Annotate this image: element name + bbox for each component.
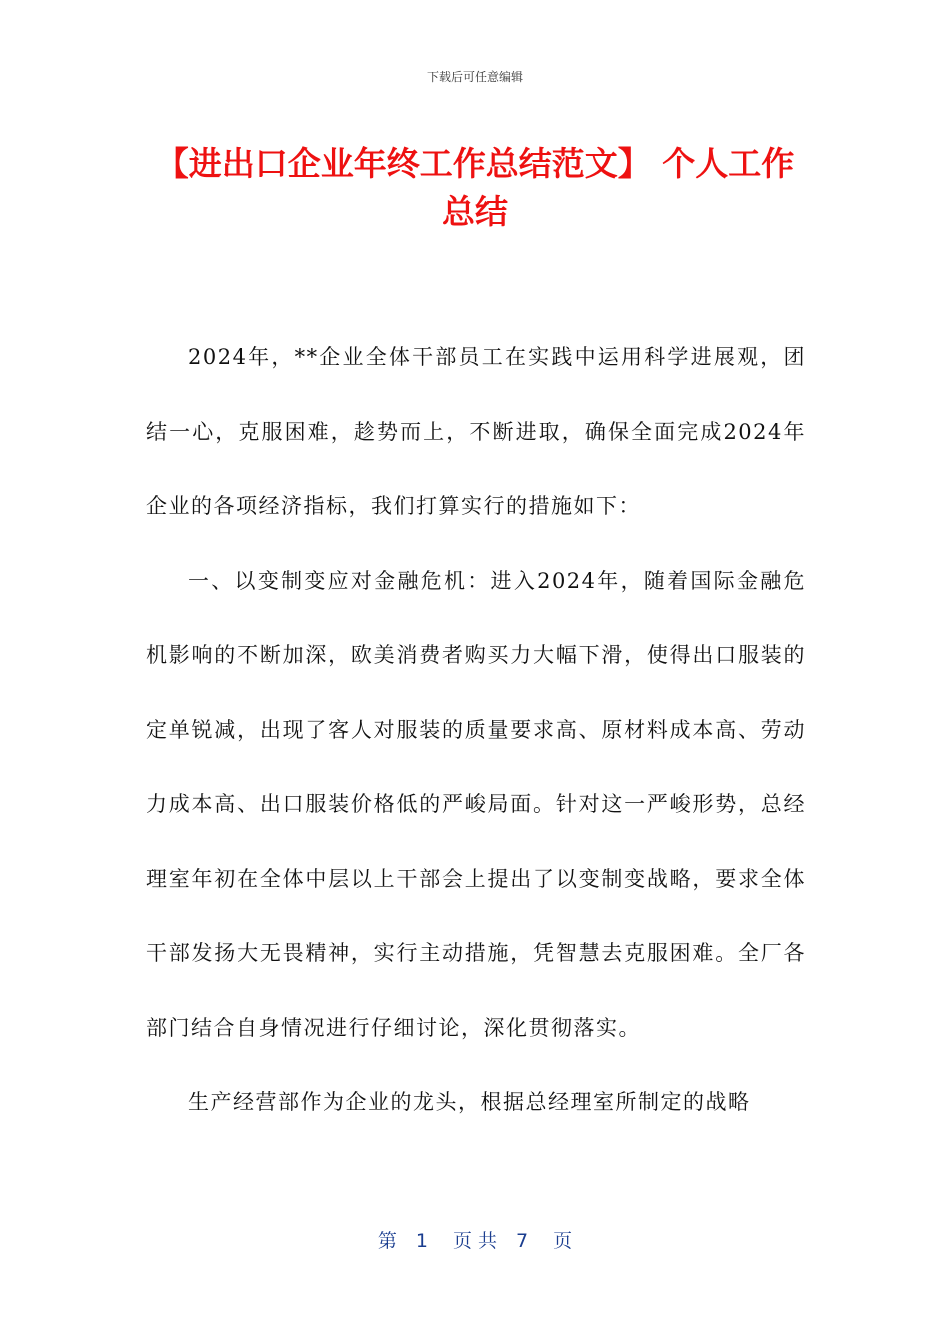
header-note: 下载后可任意编辑 [426, 70, 523, 84]
document-title: 【进出口企业年终工作总结范文】 个人工作总结 [155, 144, 795, 231]
paragraph-section-one: 一、以变制变应对金融危机：进入2024年，随着国际金融危机影响的不断加深，欧美消费者购买力大幅下滑，使得出口服装的定单锐减，出现了客人对服装的质量要求高、原材料成本高、劳动力成本高、出口服装价格低的严峻局面。针对这一严峻形势，总经理室年初在全体中层以上干部会上提出了以变制变战略，要求全体干部发扬大无畏精神，实行主动措施，凭智慧去克服困难。全厂各部门结合自身情况进行仔细讨论，深化贯彻落实。 [146, 568, 806, 1040]
page-number-footer: 第 1 页 共 7 页 [377, 1230, 573, 1252]
paragraph-production: 生产经营部作为企业的龙头，根据总经理室所制定的战略 [188, 1090, 751, 1114]
paragraph-intro: 2024年，**企业全体干部员工在实践中运用科学进展观，团结一心，克服困难，趁势而上，不断进取，确保全面完成2024年企业的各项经济指标，我们打算实行的措施如下： [146, 345, 806, 518]
document-body [146, 320, 806, 1140]
